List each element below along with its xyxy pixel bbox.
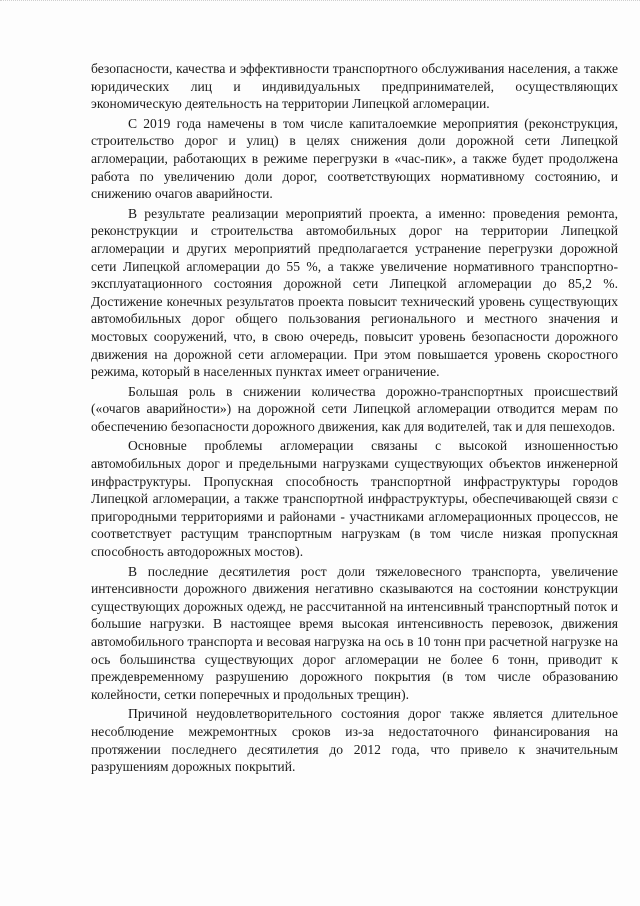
paragraph-heavy-transport: В последние десятилетия рост доли тяжеловесного транспорта, увеличение интенсивности дорожного движения негативно сказываются на состоянии конструкции существующих дорожных одежд, не рассчитанной на интенсивный транспортный поток и большие нагрузки. В настоящее время высокая интенсивность перевозок, движения автомобильного транспорта и весовая нагрузка на ось в 10 тонн при расчетной нагрузке на ось большинства существующих дорог агломерации не более 6 тонн, приводит к преждевременному разрушению дорожного покрытия (в том числе образованию колейности, сетки поперечных и продольных трещин).	[91, 563, 618, 702]
paragraph-repair-funding: Причиной неудовлетворительного состояния дорог также является длительное несоблюдение межремонтных сроков из-за недостаточного финансирования на протяжении последнего десятилетия до 2012 года, что привело к значительным разрушениям дорожных покрытий.	[91, 706, 618, 775]
paragraph-project-results: В результате реализации мероприятий проекта, а именно: проведения ремонта, реконструкции и строительства автомобильных дорог на территории Липецкой агломерации и других мероприятий предполагается устранение перегрузки дорожной сети Липецкой агломерации до 55 %, а также увеличение нормативного транспортно-эксплуатационного состояния дорожной сети Липецкой агломерации до 85,2 %. Достижение конечных результатов проекта повысит технический уровень существующих автомобильных дорог общего пользования регионального и местного значения и мостовых сооружений, что, в свою очередь, повысит уровень безопасности дорожного движения на дорожной сети агломерации. При этом повышается уровень скоростного режима, который в населенных пунктах имеет ограничение.	[91, 205, 618, 380]
paragraph-continuation: безопасности, качества и эффективности транспортного обслуживания населения, а также юридических лиц и индивидуальных предпринимателей, осуществляющих экономическую деятельность на территории Липецкой агломерации.	[91, 61, 618, 112]
document-body	[91, 60, 618, 778]
scan-edge-line	[0, 0, 640, 5]
paragraph-road-safety: Большая роль в снижении количества дорожно-транспортных происшествий («очагов аварийности») на дорожной сети Липецкой агломерации отводится мерам по обеспечению безопасности дорожного движения, как для водителей, так и для пешеходов.	[91, 383, 618, 434]
paragraph-main-problems: Основные проблемы агломерации связаны с высокой изношенностью автомобильных дорог и предельными нагрузками существующих объектов инженерной инфраструктуры. Пропускная способность транспортной инфраструктуры городов Липецкой агломерации, а также транспортной инфраструктуры, обеспечивающей связи с пригородными территориями и районами - участниками агломерационных процессов, не соответствует растущим транспортным нагрузкам (в том числе низкая пропускная способность автодорожных мостов).	[91, 438, 618, 560]
paragraph-measures-2019: С 2019 года намечены в том числе капиталоемкие мероприятия (реконструкция, строительство дорог и улиц) в целях снижения доли дорожной сети Липецкой агломерации, работающих в режиме перегрузки в «час-пик», а также будет продолжена работа по увеличению доли дорог, соответствующих нормативному состоянию, и снижению очагов аварийности.	[91, 115, 618, 202]
